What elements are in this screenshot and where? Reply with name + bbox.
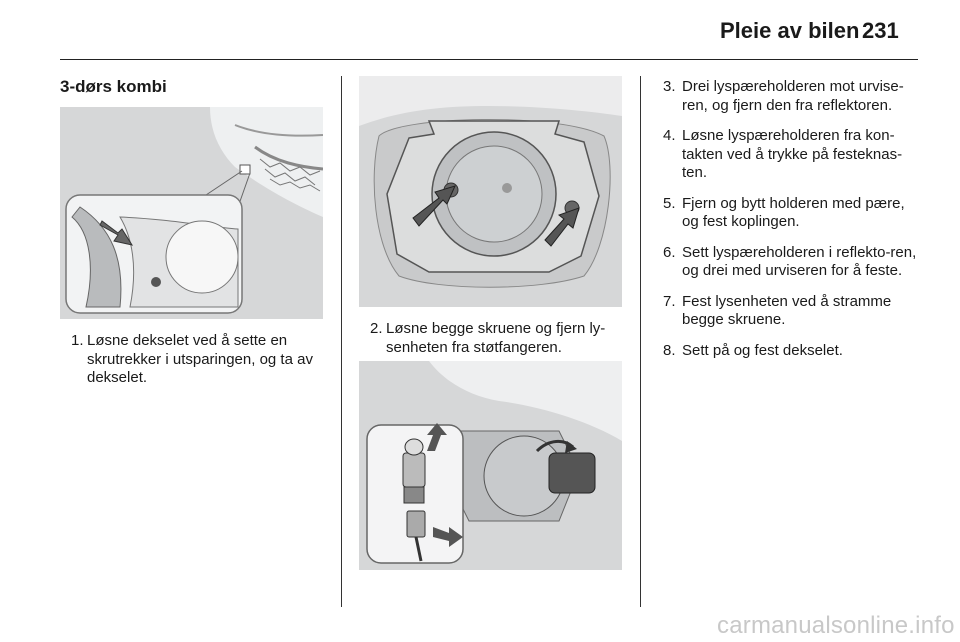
step-text: Sett på og fest dekselet. xyxy=(682,341,843,359)
step-text: Sett lyspæreholderen i reflekto-ren, og drei med urviseren for å feste. xyxy=(682,243,917,279)
step-7 xyxy=(663,293,925,330)
figure-fog-light-screws xyxy=(359,76,622,307)
section-title: 3-dørs kombi xyxy=(60,77,167,96)
step-3 xyxy=(663,78,925,115)
header-divider xyxy=(60,59,918,60)
step-number: 4. xyxy=(663,127,676,144)
step-text: Fjern og bytt holderen med pære, og fest koplingen. xyxy=(682,194,905,230)
step-2 xyxy=(370,320,628,357)
step-number: 2. xyxy=(370,320,383,337)
step-number: 6. xyxy=(663,243,676,261)
step-number: 3. xyxy=(663,78,676,95)
step-number: 5. xyxy=(663,194,676,212)
step-number: 1. xyxy=(71,332,84,349)
step-text: Løsne lyspæreholderen fra kon-takten ved å trykke på festeknas-ten. xyxy=(682,127,903,181)
step-8 xyxy=(663,342,925,361)
watermark: carmanualsonline.info xyxy=(717,612,955,639)
step-list-right xyxy=(663,78,925,372)
column-divider-right xyxy=(640,76,641,607)
step-text: Løsne dekselet ved å sette en skrutrekker i utsparingen, og ta av dekselet. xyxy=(87,332,313,386)
page-number: 231 xyxy=(862,18,899,43)
step-1 xyxy=(71,332,329,388)
step-number: 7. xyxy=(663,292,676,310)
figure-fog-light-cover xyxy=(60,107,323,319)
step-text: Løsne begge skruene og fjern ly-senheten fra støtfangeren. xyxy=(386,320,606,356)
step-text: Fest lysenheten ved å stramme begge skruene. xyxy=(682,292,892,328)
step-6 xyxy=(663,244,925,281)
step-number: 8. xyxy=(663,341,676,359)
step-4 xyxy=(663,127,925,183)
step-5 xyxy=(663,195,925,232)
step-text: Drei lyspæreholderen mot urvise-ren, og fjern den fra reflektoren. xyxy=(682,78,904,114)
page-header-title: Pleie av bilen xyxy=(720,18,860,43)
column-divider-left xyxy=(341,76,342,607)
figure-bulb-holder xyxy=(359,361,622,570)
